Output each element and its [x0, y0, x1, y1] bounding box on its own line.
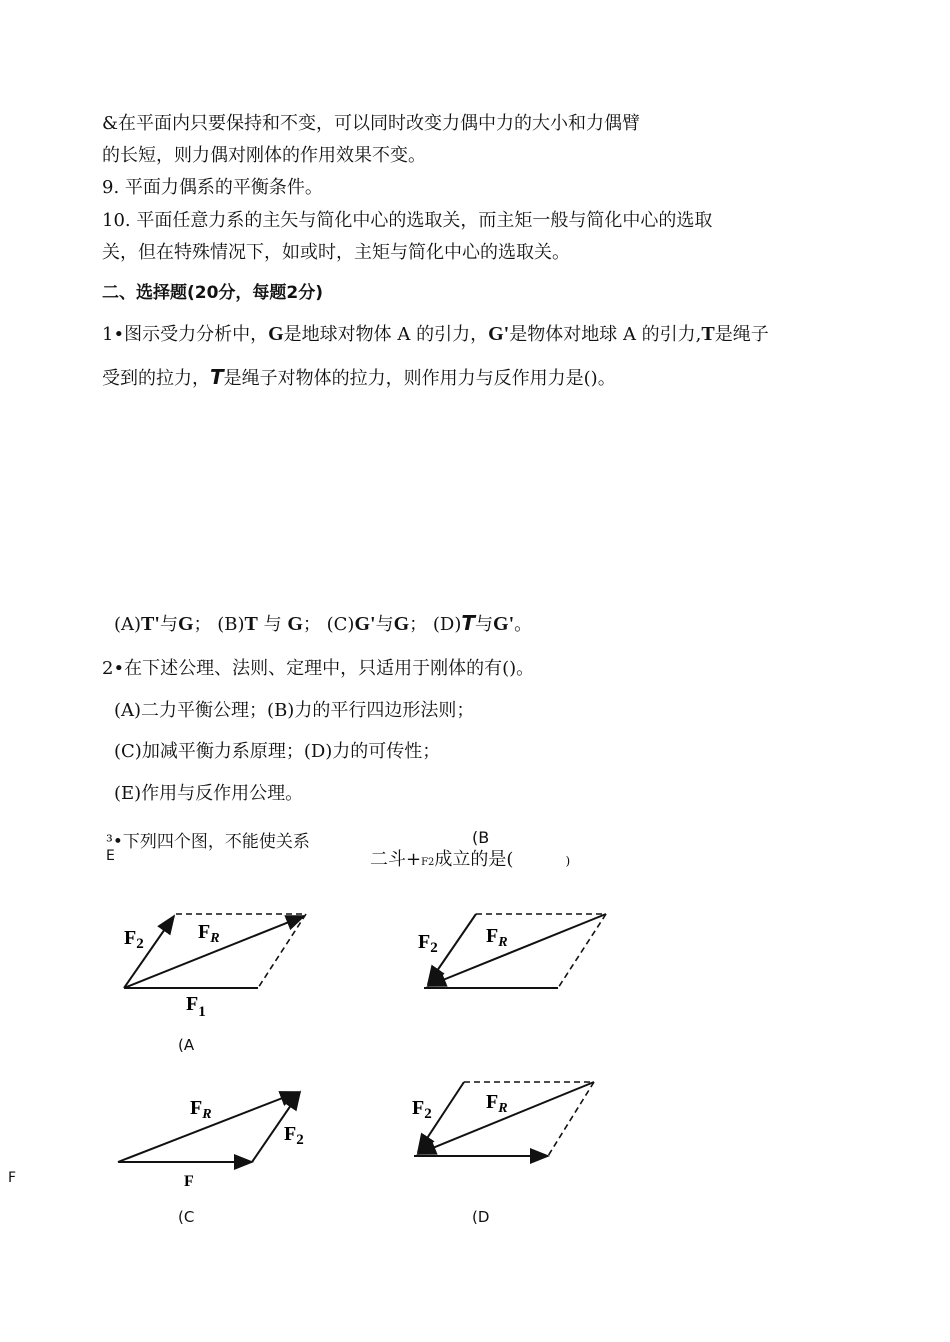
diagram-c-label-f2: $F_2$ [284, 1123, 304, 1148]
q2-option-line2: (C)加减平衡力系原理；(D)力的可传性； [114, 741, 441, 762]
diagram-d-label-fr: $F_R$ [486, 1091, 508, 1116]
diagram-d-label-f2: $F_2$ [412, 1097, 432, 1122]
diagram-a-label-f2: $F_2$ [124, 927, 144, 952]
diagram-b [410, 900, 630, 1010]
diagram-d-dash-right [548, 1082, 594, 1156]
diagram-a-fr-arrow [124, 916, 304, 988]
diagram-d [404, 1070, 624, 1180]
diagram-a-label-f1: $F_1$ [186, 993, 206, 1020]
q1-stem-line2: 受到的拉力，T是绳子对物体的拉力，则作用力与反作用力是()。 [102, 365, 616, 389]
diagram-c [110, 1080, 330, 1190]
caption-c: (C [178, 1208, 195, 1226]
text-line-3: 9. 平面力偶系的平衡条件。 [102, 177, 323, 198]
diagram-b-label-f2: $F_2$ [418, 931, 438, 956]
diagram-b-dash-right [558, 914, 606, 988]
q2-stem: 2•在下述公理、法则、定理中，只适用于刚体的有()。 [102, 658, 535, 679]
caption-a: (A [178, 1036, 195, 1054]
diagram-b-fr-line [428, 914, 606, 986]
text-line-5: 关，但在特殊情况下，如或时，主矩与简化中心的选取关。 [102, 242, 570, 263]
stray-f-left: F [8, 1170, 17, 1186]
diagram-a [110, 900, 330, 1050]
diagram-b-label-fr: $F_R$ [486, 925, 508, 950]
diagram-a-label-fr: $F_R$ [198, 921, 220, 946]
q1-stem-line1: 1•图示受力分析中，G是地球对物体 A 的引力，G'是物体对地球 A 的引力,T是绳子 [102, 323, 769, 345]
q3-fragment-e: E [106, 848, 115, 864]
text-line-2: 的长短，则力偶对刚体的作用效果不变。 [102, 145, 426, 166]
q2-option-line3: (E)作用与反作用公理。 [114, 783, 304, 804]
diagram-d-fr-arrow [418, 1082, 594, 1154]
diagram-c-label-f: F [184, 1173, 194, 1190]
q3-equation: 二斗+F2成立的是( ) [370, 849, 571, 870]
text-line-4: 10. 平面任意力系的主矢与简化中心的选取关，而主矩一般与简化中心的选取 [102, 210, 713, 231]
section-heading: 二、选择题(20分，每题2分) [102, 283, 324, 303]
q1-options: (A)T'与G； (B)T 与 G； (C)G'与G； (D)T与G'。 [114, 611, 533, 635]
caption-d: (D [472, 1208, 490, 1226]
q3-stem-prefix: ³•下列四个图，不能使关系 [106, 832, 310, 852]
q2-option-line1: (A)二力平衡公理；(B)力的平行四边形法则； [114, 700, 475, 721]
diagram-c-label-fr: $F_R$ [190, 1097, 212, 1122]
q3-fragment-b: (B [472, 828, 490, 847]
text-line-1: &在平面内只要保持和不变，可以同时改变力偶中力的大小和力偶臂 [102, 113, 641, 134]
diagram-c-fr-arrow [118, 1092, 298, 1162]
